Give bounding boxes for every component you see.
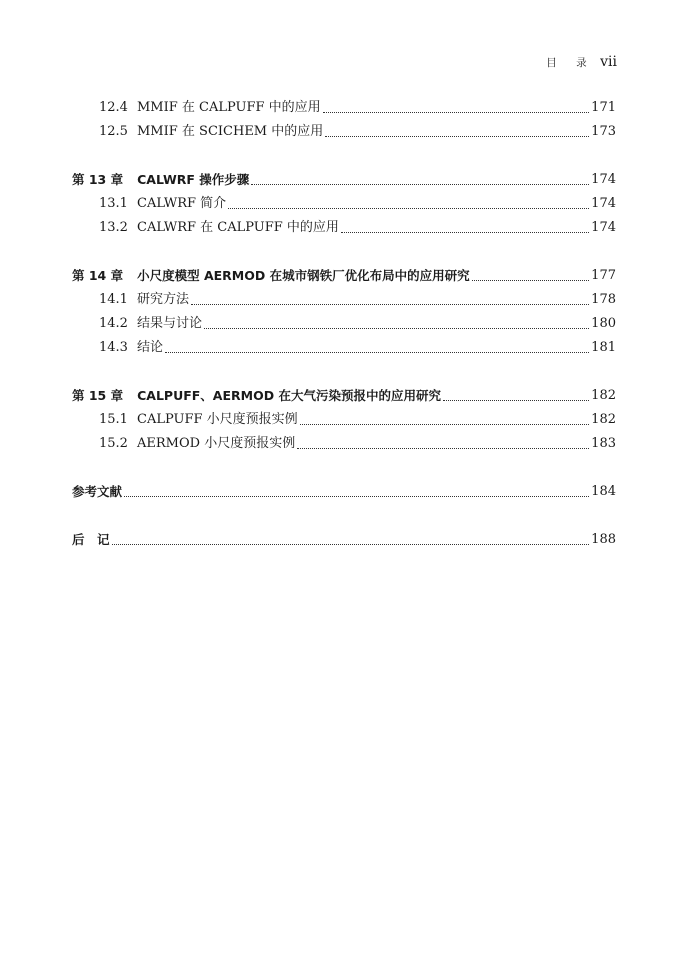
toc-entry-number: 13.2 xyxy=(99,220,128,235)
toc-entry[interactable] xyxy=(99,312,616,332)
dot-leader xyxy=(204,328,589,329)
toc-chapter-entry[interactable] xyxy=(72,168,616,188)
toc-entry-number: 13.1 xyxy=(99,196,128,211)
dot-leader xyxy=(443,400,589,401)
toc-entry-title: AERMOD 小尺度预报实例 xyxy=(137,436,296,451)
toc-chapter-title: 参考文献 xyxy=(72,484,123,499)
toc-entry[interactable] xyxy=(99,288,616,308)
toc-entry-page: 188 xyxy=(591,532,616,547)
toc-entry-page: 181 xyxy=(591,340,616,355)
toc-entry-page: 177 xyxy=(591,268,616,283)
dot-leader xyxy=(228,208,589,209)
dot-leader xyxy=(112,544,590,545)
dot-leader xyxy=(300,424,590,425)
dot-leader xyxy=(191,304,589,305)
toc-chapter-title: CALWRF 操作步骤 xyxy=(137,172,250,187)
toc-entry-number: 15.1 xyxy=(99,412,128,427)
toc-entry-page: 183 xyxy=(591,436,616,451)
toc-entry-title: 结果与讨论 xyxy=(137,316,203,331)
toc-entry-title: CALWRF 在 CALPUFF 中的应用 xyxy=(137,220,339,235)
toc-entry-number: 15.2 xyxy=(99,436,128,451)
toc-entry-number: 14.3 xyxy=(99,340,128,355)
toc-entry[interactable] xyxy=(99,336,616,356)
dot-leader xyxy=(341,232,589,233)
toc-chapter-title: 小尺度模型 AERMOD 在城市钢铁厂优化布局中的应用研究 xyxy=(137,268,470,283)
toc-entry-title: MMIF 在 CALPUFF 中的应用 xyxy=(137,100,321,115)
running-header-page-number: vii xyxy=(600,54,617,70)
toc-entry-title: 结论 xyxy=(137,340,164,355)
toc-chapter-title: CALPUFF、AERMOD 在大气污染预报中的应用研究 xyxy=(137,388,441,403)
toc-entry-page: 178 xyxy=(591,292,616,307)
dot-leader xyxy=(472,280,590,281)
toc-entry[interactable] xyxy=(99,192,616,212)
dot-leader xyxy=(325,136,589,137)
toc-chapter-number: 第 14 章 xyxy=(72,268,124,283)
toc-entry-page: 180 xyxy=(591,316,616,331)
toc-entry-number: 14.1 xyxy=(99,292,128,307)
dot-leader xyxy=(251,184,589,185)
toc-postscript-entry[interactable] xyxy=(72,528,616,548)
toc-entry-number: 14.2 xyxy=(99,316,128,331)
toc-entry-title: CALPUFF 小尺度预报实例 xyxy=(137,412,298,427)
toc-chapter-entry[interactable] xyxy=(72,264,616,284)
running-header xyxy=(546,54,617,70)
dot-leader xyxy=(124,496,589,497)
toc-entry-page: 174 xyxy=(591,220,616,235)
toc-entry-page: 182 xyxy=(591,412,616,427)
toc-entry-title: CALWRF 简介 xyxy=(137,196,227,211)
toc-chapter-number: 第 13 章 xyxy=(72,172,124,187)
toc-chapter-entry[interactable] xyxy=(72,384,616,404)
toc-entry-number: 12.4 xyxy=(99,100,128,115)
toc-entry-page: 171 xyxy=(591,100,616,115)
toc-chapter-title: 后 记 xyxy=(72,532,110,547)
dot-leader xyxy=(323,112,590,113)
toc-chapter-number: 第 15 章 xyxy=(72,388,124,403)
toc-entry[interactable] xyxy=(99,432,616,452)
toc-entry-page: 184 xyxy=(591,484,616,499)
toc-entry-title: MMIF 在 SCICHEM 中的应用 xyxy=(137,124,324,139)
dot-leader xyxy=(165,352,589,353)
toc-entry[interactable] xyxy=(99,96,616,116)
toc-entry-page: 174 xyxy=(591,196,616,211)
running-header-section: 目 录 xyxy=(546,57,595,69)
dot-leader xyxy=(297,448,589,449)
toc-entry-title: 研究方法 xyxy=(137,292,190,307)
toc-entry[interactable] xyxy=(99,216,616,236)
toc-entry[interactable] xyxy=(99,120,616,140)
toc-entry[interactable] xyxy=(99,408,616,428)
toc-references-entry[interactable] xyxy=(72,480,616,500)
toc-entry-page: 173 xyxy=(591,124,616,139)
toc-entry-page: 182 xyxy=(591,388,616,403)
toc-entry-number: 12.5 xyxy=(99,124,128,139)
toc-entry-page: 174 xyxy=(591,172,616,187)
